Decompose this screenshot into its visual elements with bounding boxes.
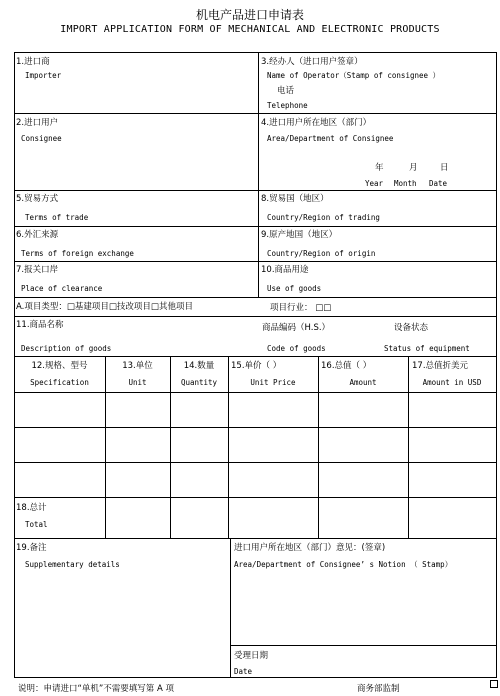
col-amount-usd-cn: 17.总值折美元 (412, 361, 469, 371)
hs-code-label-en: Code of goods (267, 344, 326, 353)
row-line (14, 226, 497, 227)
hs-code-label-cn: 商品编码（H.S.） (262, 323, 331, 333)
total-label-en: Total (25, 520, 48, 529)
field-11-label-cn: 11.商品名称 (16, 320, 64, 330)
col-quantity-cn: 14.数量 (183, 361, 215, 371)
field-8-label-cn: 8.贸易国（地区） (261, 194, 329, 204)
border-top (14, 52, 497, 53)
field-8-label-en: Country/Region of trading (267, 213, 380, 222)
field-6-label-en: Terms of foreign exchange (21, 249, 134, 258)
year-label-cn: 年 (375, 163, 384, 173)
remarks-divider (230, 538, 231, 678)
row-line (14, 538, 497, 539)
form-title-en: IMPORT APPLICATION FORM OF MECHANICAL AND ELECTRONIC PRODUCTS (60, 24, 440, 35)
field-10-label-cn: 10.商品用途 (261, 265, 309, 275)
footer-note: 说明：申请进口“单机”不需要填写第 A 项 (18, 684, 175, 694)
month-label-en: Month (394, 179, 417, 188)
month-label-cn: 月 (409, 163, 418, 173)
corner-mark (490, 680, 498, 688)
year-label-en: Year (365, 179, 384, 188)
remarks-label-en: Supplementary details (25, 560, 120, 569)
date-label-en: Date (429, 179, 448, 188)
row-line (14, 392, 497, 393)
row-line (14, 462, 497, 463)
col-amount-en: Amount (349, 378, 377, 387)
row-line (14, 316, 497, 317)
field-5-label-cn: 5.贸易方式 (16, 194, 59, 204)
remarks-label-cn: 19.备注 (16, 543, 47, 553)
field-7-label-en: Place of clearance (21, 284, 103, 293)
row-line (14, 190, 497, 191)
field-1-label-en: Importer (25, 71, 62, 80)
col-unit-en: Unit (128, 378, 147, 387)
border-bottom (14, 677, 497, 678)
field-10-label-en: Use of goods (267, 284, 322, 293)
row-line (14, 297, 497, 298)
project-industry-checkboxes[interactable]: 项目行业： □□ (270, 303, 332, 313)
field-1-label-cn: 1.进口商 (16, 57, 50, 67)
col-unit-cn: 13.单位 (122, 361, 153, 371)
consignee-notion-label-cn: 进口用户所在地区（部门）意见：(签章) (234, 543, 386, 553)
middle-divider (258, 52, 259, 297)
field-3-label-en: Name of Operator（Stamp of consignee ） (267, 71, 441, 80)
col-quantity-en: Quantity (180, 378, 218, 387)
field-2-label-en: Consignee (21, 134, 62, 143)
row-line (14, 113, 497, 114)
field-11-label-en: Description of goods (21, 344, 112, 353)
field-6-label-cn: 6.外汇来源 (16, 230, 59, 240)
field-2-label-cn: 2.进口用户 (16, 118, 59, 128)
field-7-label-cn: 7.报关口岸 (16, 265, 59, 275)
acceptance-date-label-en: Date (234, 667, 253, 676)
equipment-status-label-en: Status of equipment (384, 344, 470, 353)
total-label-cn: 18.总计 (16, 503, 47, 513)
telephone-label-en: Telephone (267, 101, 308, 110)
col-specification-en: Specification (30, 378, 89, 387)
form-title-cn: 机电产品进口申请表 (195, 8, 304, 22)
field-5-label-en: Terms of trade (25, 213, 89, 222)
col-unit-price-en: Unit Price (250, 378, 296, 387)
field-4-label-en: Area/Department of Consignee (267, 134, 394, 143)
day-label-cn: 日 (440, 163, 449, 173)
col-amount-cn: 16.总值（ ） (321, 361, 372, 371)
row-line (14, 261, 497, 262)
col-amount-usd-en: Amount in USD (422, 378, 482, 387)
acceptance-date-label-cn: 受理日期 (234, 651, 269, 661)
row-line (14, 356, 497, 357)
row-line (14, 497, 497, 498)
field-9-label-cn: 9.原产地国（地区） (261, 230, 338, 240)
border-right (496, 52, 497, 678)
row-line (14, 427, 497, 428)
col-specification-cn: 12.规格、型号 (31, 361, 88, 371)
consignee-notion-label-en: Area/Department of Consignee’ s Notion （ Stamp） (234, 560, 453, 569)
footer-authority: 商务部监制 (357, 684, 400, 694)
telephone-label-cn: 电话 (277, 86, 295, 96)
field-9-label-en: Country/Region of origin (267, 249, 376, 258)
field-3-label-cn: 3.经办人（进口用户签章） (261, 57, 363, 67)
project-type-checkboxes[interactable]: A.项目类型：□基建项目□技改项目□其他项目 (16, 302, 193, 312)
row-line (230, 645, 497, 646)
equipment-status-label-cn: 设备状态 (394, 323, 429, 333)
field-4-label-cn: 4.进口用户所在地区（部门） (261, 118, 372, 128)
col-unit-price-cn: 15.单价（ ） (231, 361, 282, 371)
